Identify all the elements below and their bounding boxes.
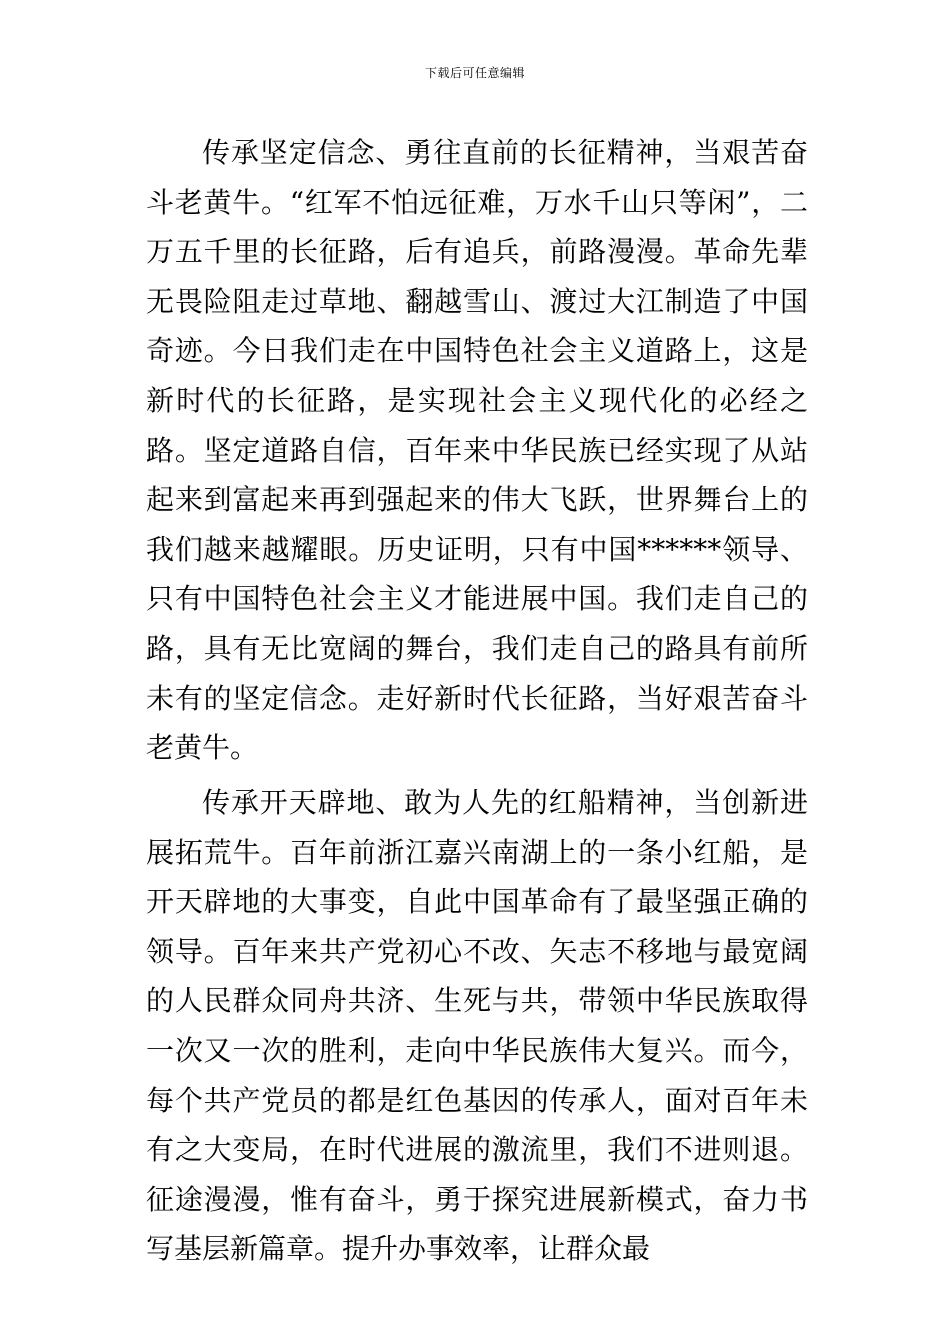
document-body-section-1 — [146, 128, 808, 773]
document-body-section-2 — [146, 778, 808, 1274]
paragraph-red-boat-spirit: 传承开天辟地、敢为人先的红船精神，当创新进展拓荒牛。百年前浙江嘉兴南湖上的一条小红船，是开天辟地的大事变，自此中国革命有了最坚强正确的领导。百年来共产党初心不改、矢志不移地与最宽阔的人民群众同舟共济、生死与共，带领中华民族取得一次又一次的胜利，走向中华民族伟大复兴。而今，每个共产党员的都是红色基因的传承人，面对百年未有之大变局，在时代进展的激流里，我们不进则退。征途漫漫，惟有奋斗，勇于探究进展新模式，奋力书写基层新篇章。提升办事效率，让群众最 — [146, 786, 808, 1266]
paragraph-long-march-spirit: 传承坚定信念、勇往直前的长征精神，当艰苦奋斗老黄牛。“红军不怕远征难，万水千山只等闲”，二万五千里的长征路，后有追兵，前路漫漫。革命先辈无畏险阻走过草地、翻越雪山、渡过大江制造了中国奇迹。今日我们走在中国特色社会主义道路上，这是新时代的长征路，是实现社会主义现代化的必经之路。坚定道路自信，百年来中华民族已经实现了从站起来到富起来再到强起来的伟大飞跃，世界舞台上的我们越来越耀眼。历史证明，只有中国******领导、只有中国特色社会主义才能进展中国。我们走自己的路，具有无比宽阔的舞台，我们走自己的路具有前所未有的坚定信念。走好新时代长征路，当好艰苦奋斗老黄牛。 — [146, 136, 808, 765]
page-header-note: 下载后可任意编辑 — [424, 66, 525, 80]
